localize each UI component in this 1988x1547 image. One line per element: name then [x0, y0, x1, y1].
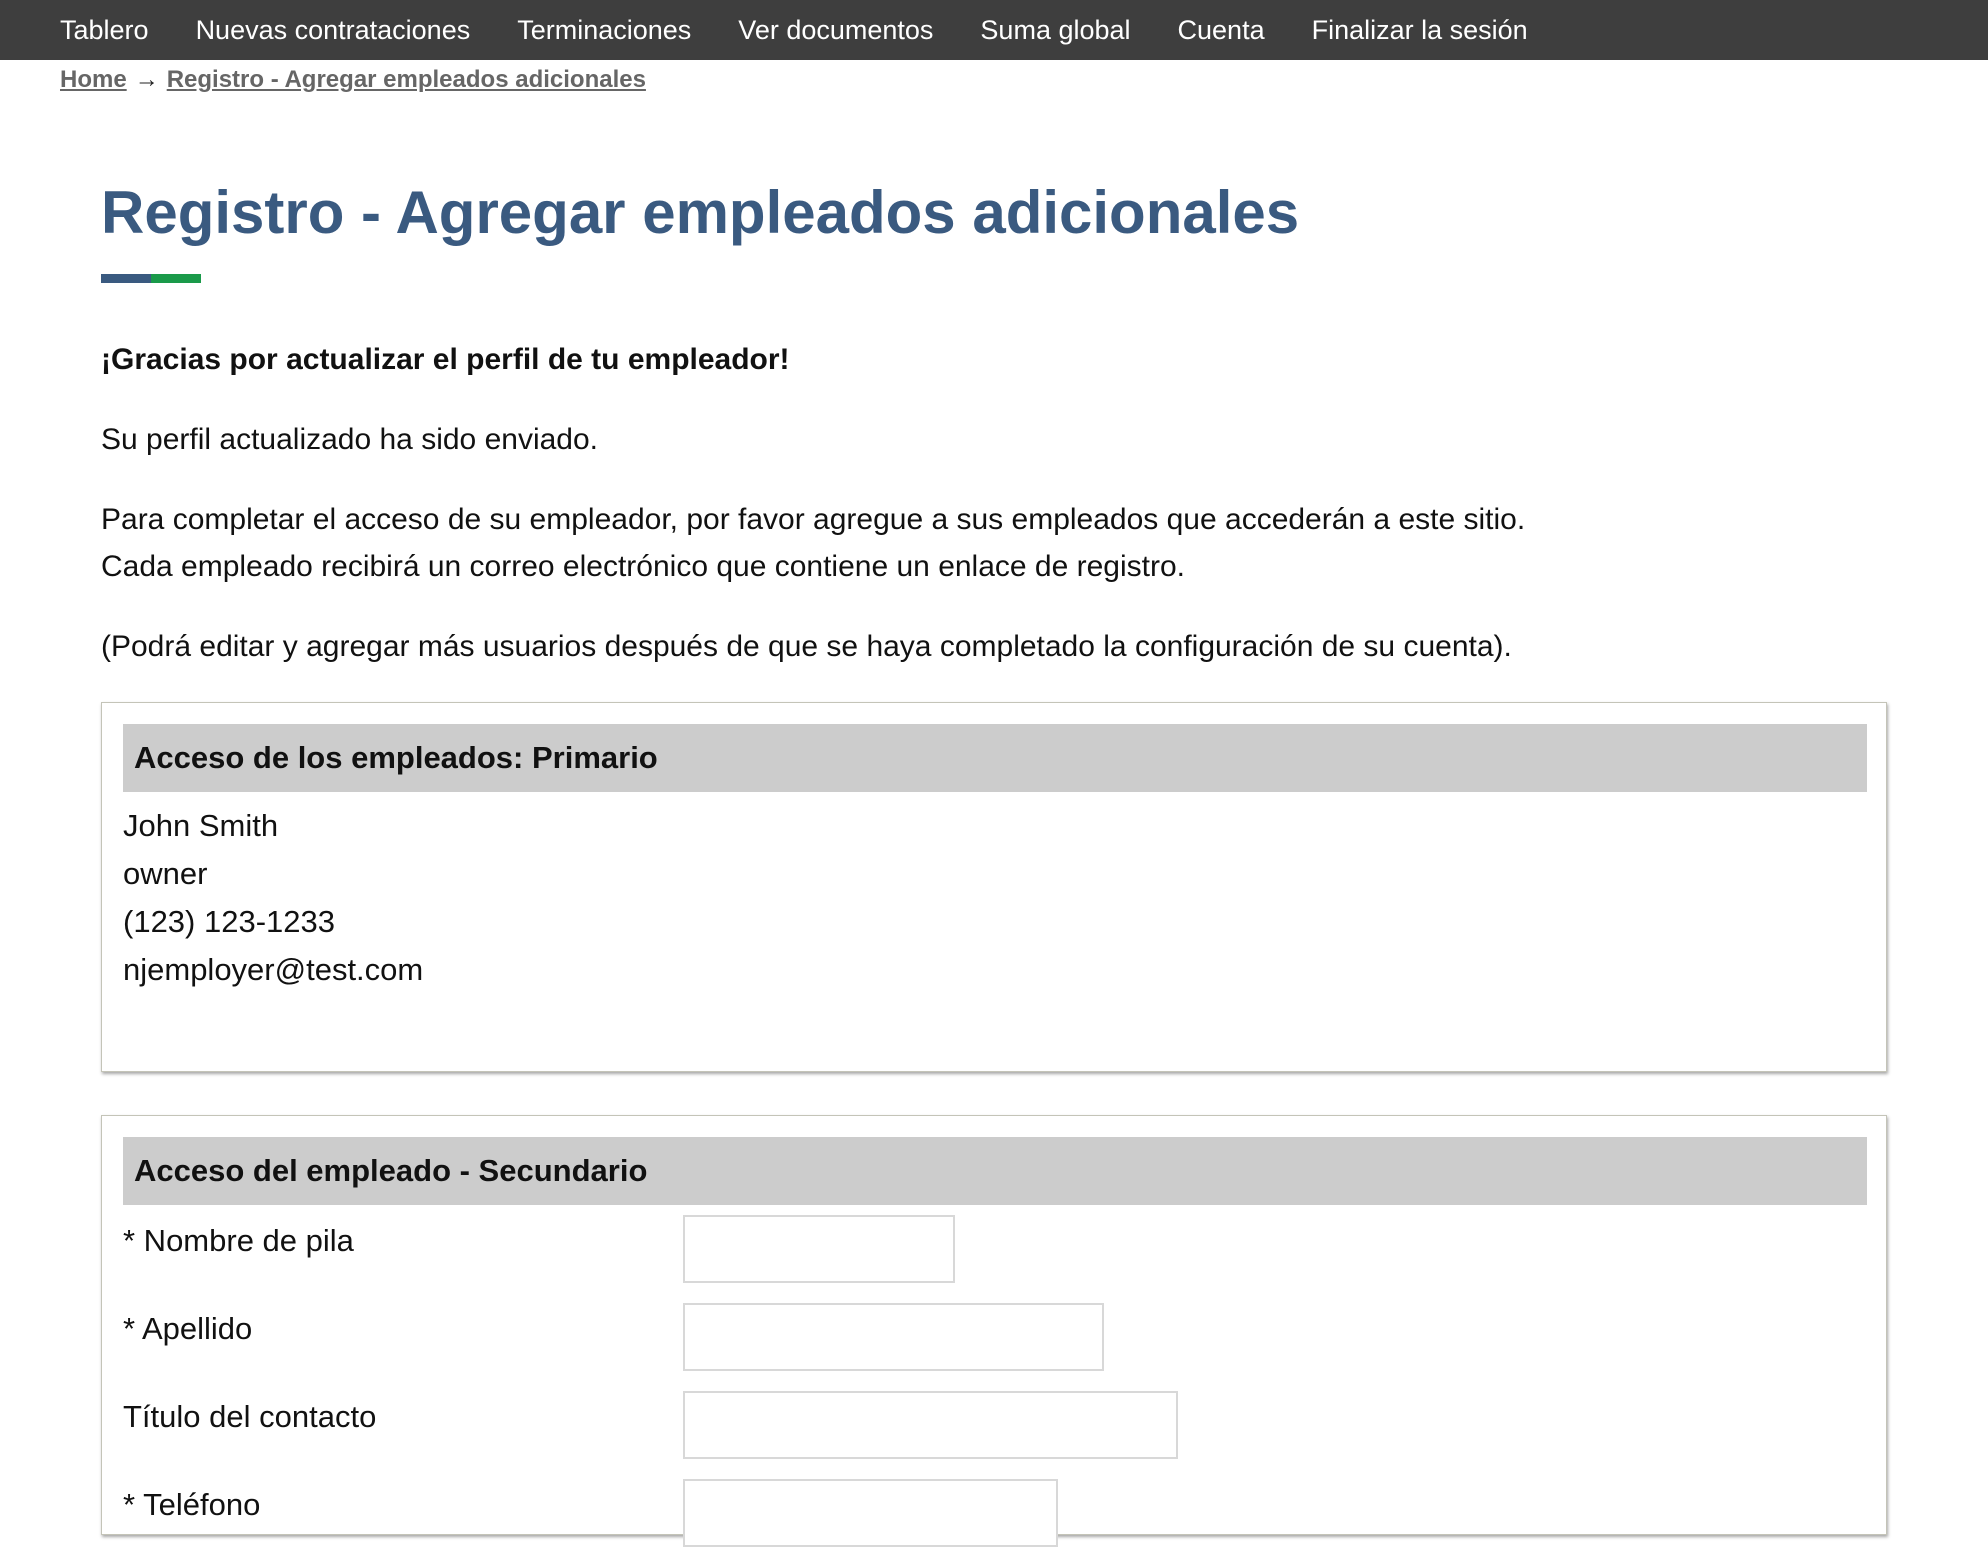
secondary-panel-header: Acceso del empleado - Secundario: [123, 1137, 1867, 1205]
top-navigation: [0, 0, 1988, 60]
edit-note: (Podrá editar y agregar más usuarios después de que se haya completado la configuración de su cuenta).: [101, 630, 1512, 663]
title-underline-green: [151, 274, 201, 283]
primary-title: owner: [123, 856, 208, 891]
page-title: Registro - Agregar empleados adicionales: [101, 179, 1300, 246]
primary-panel-header: Acceso de los empleados: Primario: [123, 724, 1867, 792]
secondary-access-panel: [101, 1115, 1887, 1535]
last-name-row: [123, 1303, 1867, 1371]
instructions-message: [101, 496, 1881, 590]
contact-title-label: Título del contacto: [123, 1399, 377, 1434]
nav-link-tablero[interactable]: Tablero: [60, 14, 149, 45]
nav-link-cuenta[interactable]: Cuenta: [1177, 14, 1265, 45]
primary-phone: (123) 123-1233: [123, 904, 335, 939]
title-underline: [101, 274, 201, 283]
nav-link-finalizar-sesion[interactable]: Finalizar la sesión: [1311, 14, 1528, 45]
phone-input[interactable]: [683, 1479, 1058, 1547]
intro-text: [101, 336, 1881, 703]
instructions-line-1: Para completar el acceso de su empleador, por favor agregue a sus empleados que accederán a este sitio.: [101, 503, 1526, 536]
primary-name: John Smith: [123, 808, 279, 843]
primary-contact-info: [123, 802, 423, 994]
breadcrumb: [60, 66, 646, 94]
first-name-label: * Nombre de pila: [123, 1223, 354, 1258]
contact-title-row: [123, 1391, 1867, 1459]
breadcrumb-arrow-icon: →: [134, 66, 159, 93]
breadcrumb-home-link[interactable]: Home: [60, 66, 127, 93]
nav-link-nuevas-contrataciones[interactable]: Nuevas contrataciones: [195, 14, 471, 45]
first-name-input[interactable]: [683, 1215, 955, 1283]
thanks-message: ¡Gracias por actualizar el perfil de tu empleador!: [101, 343, 790, 376]
primary-access-panel: [101, 702, 1887, 1072]
nav-link-ver-documentos[interactable]: Ver documentos: [738, 14, 934, 45]
contact-title-input[interactable]: [683, 1391, 1178, 1459]
nav-link-suma-global[interactable]: Suma global: [980, 14, 1131, 45]
instructions-line-2: Cada empleado recibirá un correo electrónico que contiene un enlace de registro.: [101, 550, 1185, 583]
title-underline-blue: [101, 274, 151, 283]
phone-label: * Teléfono: [123, 1487, 261, 1522]
first-name-row: [123, 1215, 1867, 1283]
primary-email: njemployer@test.com: [123, 952, 424, 987]
last-name-label: * Apellido: [123, 1311, 253, 1346]
breadcrumb-current-link[interactable]: Registro - Agregar empleados adicionales: [166, 66, 646, 93]
last-name-input[interactable]: [683, 1303, 1104, 1371]
phone-row: [123, 1479, 1867, 1547]
nav-link-terminaciones[interactable]: Terminaciones: [517, 14, 692, 45]
submitted-message: Su perfil actualizado ha sido enviado.: [101, 423, 598, 456]
